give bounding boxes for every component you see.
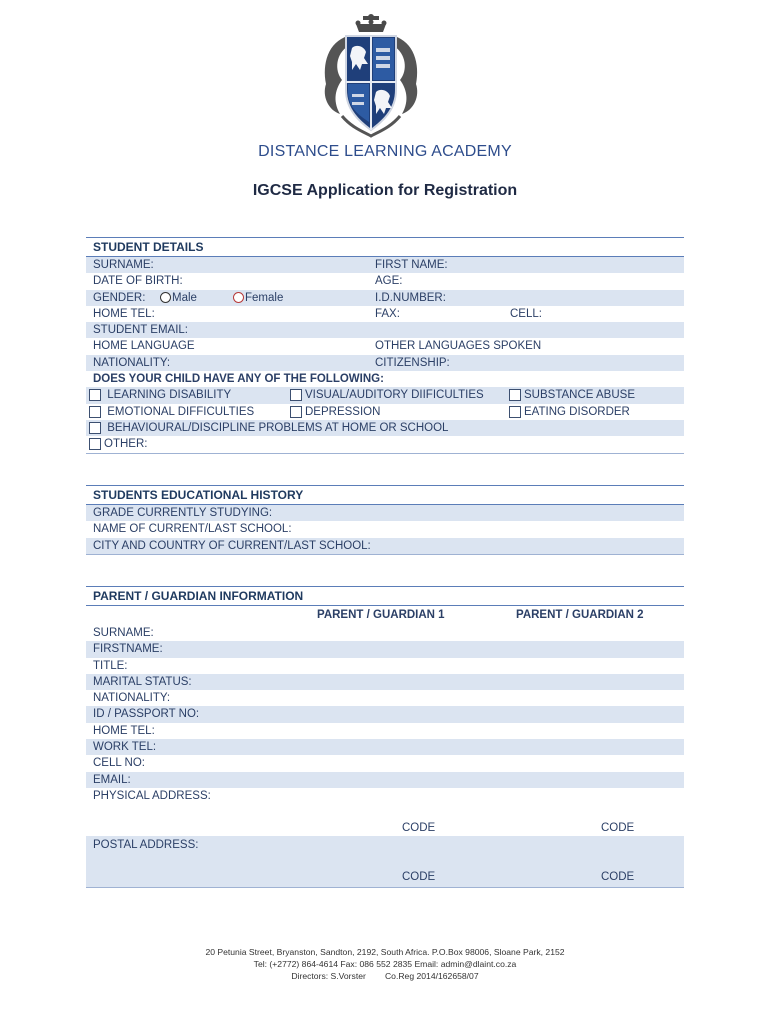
nationality-label: NATIONALITY: (93, 356, 171, 369)
column-header-row (86, 605, 684, 625)
form-row (86, 371, 684, 387)
school-label: NAME OF CURRENT/LAST SCHOOL: (93, 523, 292, 536)
emotional-label: EMOTIONAL DIFFICULTIES (107, 405, 255, 418)
academy-name: DISTANCE LEARNING ACADEMY (258, 143, 512, 160)
form-row (86, 387, 684, 403)
visual-auditory-option[interactable] (290, 387, 484, 403)
emotional-option[interactable] (89, 404, 254, 420)
parent-section (86, 586, 684, 888)
cell-label: CELL: (510, 307, 542, 320)
footer (0, 946, 770, 983)
fax-label: FAX: (375, 307, 400, 320)
form-row (86, 658, 684, 674)
p-postal-address-label: POSTAL ADDRESS: (93, 838, 199, 851)
postal-code-label-2: CODE (601, 870, 635, 883)
form-row (86, 706, 684, 722)
gender-label: GENDER: (93, 291, 146, 304)
substance-abuse-label: SUBSTANCE ABUSE (524, 389, 635, 402)
form-row (86, 306, 684, 322)
form-row (86, 538, 684, 555)
form-row (86, 256, 684, 273)
grade-label: GRADE CURRENTLY STUDYING: (93, 507, 273, 519)
physical-address-block (86, 788, 684, 836)
student-details-section (86, 237, 684, 454)
form-row (86, 723, 684, 739)
female-option[interactable] (233, 290, 283, 306)
checkbox-icon[interactable] (89, 422, 101, 434)
other-label: OTHER: (104, 438, 148, 451)
form-row (86, 504, 684, 521)
parent2-header: PARENT / GUARDIAN 2 (516, 609, 644, 621)
parent1-header: PARENT / GUARDIAN 1 (317, 609, 445, 621)
physical-code-label-1: CODE (402, 821, 436, 834)
home-language-label: HOME LANGUAGE (93, 340, 195, 353)
p-firstname-label: FIRSTNAME: (93, 643, 163, 656)
checkbox-icon[interactable] (89, 438, 101, 450)
dob-label: DATE OF BIRTH: (93, 275, 183, 288)
city-country-label: CITY AND COUNTRY OF CURRENT/LAST SCHOOL: (93, 539, 371, 552)
other-languages-label: OTHER LANGUAGES SPOKEN (375, 340, 542, 353)
form-row (86, 755, 684, 771)
behavioural-option[interactable] (89, 420, 448, 436)
section-heading: STUDENT DETAILS (86, 237, 684, 256)
p-title-label: TITLE: (93, 659, 128, 672)
learning-disability-option[interactable] (89, 387, 231, 403)
citizenship-label: CITIZENSHIP: (375, 356, 450, 369)
physical-code-label-2: CODE (601, 821, 635, 834)
p-nationality-label: NATIONALITY: (93, 692, 171, 705)
form-row (86, 420, 684, 436)
radio-icon[interactable] (160, 292, 171, 303)
surname-label: SURNAME: (93, 259, 154, 271)
learning-disability-label: LEARNING DISABILITY (107, 389, 232, 402)
p-marital-label: MARITAL STATUS: (93, 675, 192, 688)
female-label: Female (245, 291, 284, 304)
student-email-label: STUDENT EMAIL: (93, 324, 188, 337)
eating-disorder-label: EATING DISORDER (524, 405, 630, 418)
checkbox-icon[interactable] (290, 406, 302, 418)
form-row (86, 436, 684, 453)
checkbox-icon[interactable] (89, 406, 101, 418)
conditions-question: DOES YOUR CHILD HAVE ANY OF THE FOLLOWING: (93, 373, 384, 386)
crest-icon (318, 14, 424, 138)
male-label: Male (172, 291, 197, 304)
form-row (86, 690, 684, 706)
form-row (86, 641, 684, 657)
form-row (86, 355, 684, 371)
postal-address-block (86, 836, 684, 888)
p-work-tel-label: WORK TEL: (93, 741, 157, 754)
p-id-passport-label: ID / PASSPORT NO: (93, 708, 200, 721)
id-number-label: I.D.NUMBER: (375, 291, 446, 304)
form-title: IGCSE Application for Registration (252, 182, 518, 199)
form-row (86, 273, 684, 289)
form-row (86, 625, 684, 641)
p-surname-label: SURNAME: (93, 627, 154, 639)
checkbox-icon[interactable] (509, 389, 521, 401)
depression-option[interactable] (290, 404, 380, 420)
footer-directors: Directors: S.Vorster Co.Reg 2014/162658/07 (291, 971, 479, 982)
age-label: AGE: (375, 275, 403, 288)
p-home-tel-label: HOME TEL: (93, 724, 155, 737)
radio-icon[interactable] (233, 292, 244, 303)
home-tel-label: HOME TEL: (93, 307, 155, 320)
form-row (86, 772, 684, 788)
form-row (86, 322, 684, 338)
form-row (86, 521, 684, 537)
form-row (86, 290, 684, 306)
eating-disorder-option[interactable] (509, 404, 630, 420)
p-cell-label: CELL NO: (93, 757, 145, 770)
form-row (86, 674, 684, 690)
form-row (86, 338, 684, 354)
substance-abuse-option[interactable] (509, 387, 635, 403)
first-name-label: FIRST NAME: (375, 259, 448, 271)
form-row (86, 739, 684, 755)
behavioural-label: BEHAVIOURAL/DISCIPLINE PROBLEMS AT HOME OR SCHOOL (107, 421, 449, 434)
p-physical-address-label: PHYSICAL ADDRESS: (93, 789, 211, 802)
p-email-label: EMAIL: (93, 773, 131, 786)
section-heading: PARENT / GUARDIAN INFORMATION (86, 586, 684, 605)
visual-auditory-label: VISUAL/AUDITORY DIIFICULTIES (305, 389, 484, 402)
postal-code-label-1: CODE (402, 870, 436, 883)
footer-address: 20 Petunia Street, Bryanston, Sandton, 2192, South Africa. P.O.Box 98006, Sloane Park, 2152 (205, 947, 565, 957)
section-heading: STUDENTS EDUCATIONAL HISTORY (86, 485, 684, 504)
form-row (86, 404, 684, 420)
checkbox-icon[interactable] (290, 389, 302, 401)
footer-contact: Tel: (+2772) 864-4614 Fax: 086 552 2835 Email: admin@dlaint.co.za (253, 959, 517, 970)
other-option[interactable] (89, 436, 147, 452)
checkbox-icon[interactable] (509, 406, 521, 418)
checkbox-icon[interactable] (89, 389, 101, 401)
depression-label: DEPRESSION (305, 405, 381, 418)
male-option[interactable] (160, 290, 197, 306)
education-section (86, 485, 684, 555)
